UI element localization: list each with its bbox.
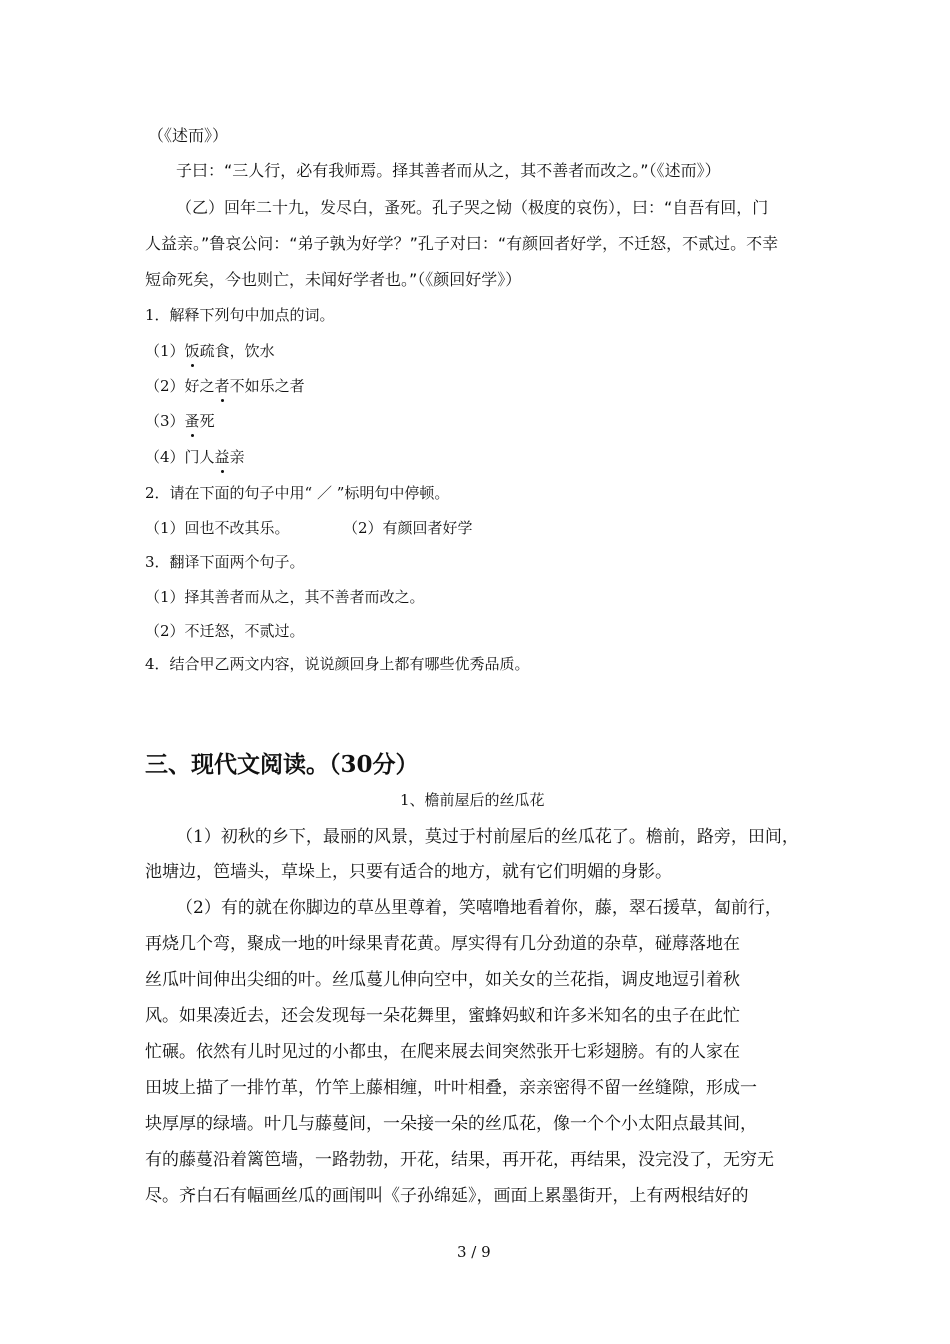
item-prefix: （1） [145, 342, 185, 360]
question-1-item-1 [145, 340, 275, 361]
excerpt-b-line-1: （乙）回年二十九，发尽白，蚤死。孔子哭之恸（极度的哀伤），曰：“自吾有回，门 [176, 198, 769, 217]
question-1-item-3 [145, 410, 215, 431]
dotted-word: 者 [214, 377, 230, 395]
excerpt-b-line-2: 人益亲。”鲁哀公问：“弟子孰为好学？”孔子对曰：“有颜回者好学，不迁怒，不贰过。不幸 [145, 234, 779, 253]
question-2-title: 2．请在下面的句子中用“ ／ ”标明句中停顿。 [145, 484, 450, 502]
item-suffix: 不如乐之者 [229, 377, 305, 395]
paragraph-2-line: 有的藤蔓沿着篱笆墙，一路勃勃，开花，结果，再开花，再结果，没完没了，无穷无 [145, 1150, 774, 1170]
page-number: 3 / 9 [457, 1243, 491, 1261]
dotted-word: 蚤 [184, 412, 200, 430]
question-1-title: 1．解释下列句中加点的词。 [145, 306, 335, 324]
article-title: 1、檐前屋后的丝瓜花 [400, 791, 545, 809]
paragraph-2-line: 忙碾。依然有儿时见过的小都虫，在爬来展去间突然张开七彩翅膀。有的人家在 [145, 1042, 740, 1062]
question-3-sentence-2: （2）不迁怒，不贰过。 [145, 622, 305, 640]
question-2-sentence-2: （2）有颜回者好学 [343, 519, 473, 537]
question-1-item-4 [145, 446, 245, 467]
excerpt-a-source: （《述而》） [148, 126, 229, 145]
question-3-title: 3．翻译下面两个句子。 [145, 553, 305, 571]
question-4-title: 4．结合甲乙两文内容，说说颜回身上都有哪些优秀品质。 [145, 655, 530, 673]
question-3-sentence-1: （1）择其善者而从之，其不善者而改之。 [145, 588, 425, 606]
paragraph-2-line: 丝瓜叶间伸出尖细的叶。丝瓜蔓儿伸向空中，如关女的兰花指，调皮地逗引着秋 [145, 970, 740, 990]
item-prefix: （3） [145, 412, 185, 430]
item-suffix: 亲 [229, 448, 245, 466]
paragraph-2-line: 风。如果凑近去，还会发现每一朵花舞里，蜜蜂妈蚁和许多米知名的虫子在此忙 [145, 1006, 740, 1026]
question-2-sentence-1: （1）回也不改其乐。 [145, 519, 290, 537]
item-prefix: （2）好之 [145, 377, 215, 395]
paragraph-2-line: （2）有的就在你脚边的草丛里尊着，笑嘻噜地看着你，藤，翠石援草，匐前行， [176, 898, 782, 918]
paragraph-2-line: 块厚厚的绿墙。叶几与藤蔓间，一朵接一朵的丝瓜花，像一个个小太阳点最其间， [145, 1114, 757, 1134]
section-heading: 三、现代文阅读。（30分） [145, 751, 419, 778]
paragraph-1-line: 池塘边，笆墙头，草垛上，只要有适合的地方，就有它们明媚的身影。 [145, 862, 672, 882]
question-1-item-2 [145, 375, 305, 396]
paragraph-2-line: 田坡上描了一排竹革，竹竿上藤相缠，叶叶相叠，亲亲密得不留一丝缝隙，形成一 [145, 1078, 757, 1098]
excerpt-a-line: 子曰：“三人行，必有我师焉。择其善者而从之，其不善者而改之。”（《述而》） [176, 161, 721, 180]
paragraph-1-line: （1）初秋的乡下，最丽的风景，莫过于村前屋后的丝瓜花了。檐前，路旁，田间， [176, 827, 799, 847]
item-prefix: （4）门人 [145, 448, 215, 466]
dotted-word: 饭 [184, 342, 200, 360]
paragraph-2-line: 再烧几个弯，聚成一地的叶绿果青花黄。厚实得有几分劲道的杂草，碰蓐落地在 [145, 934, 740, 954]
dotted-word: 益 [214, 448, 230, 466]
paragraph-2-line: 尽。齐白石有幅画丝瓜的画闱叫《子孙绵延》，画面上累墨街开，上有两根结好的 [145, 1186, 749, 1206]
excerpt-b-line-3: 短命死矣，今也则亡，未闻好学者也。”（《颜回好学》） [145, 270, 522, 289]
item-suffix: 死 [199, 412, 215, 430]
item-suffix: 疏食，饮水 [199, 342, 275, 360]
